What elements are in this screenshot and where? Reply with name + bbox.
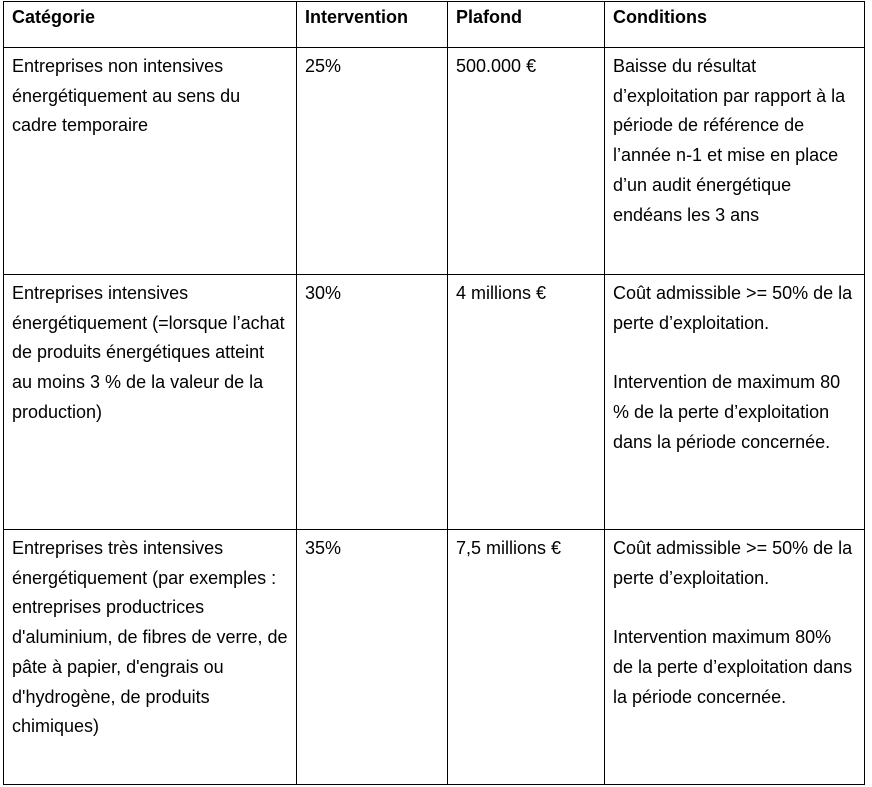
category-cell: Entreprises non intensives énergétiquement au sens du cadre temporaire [4, 48, 297, 275]
ceiling-cell: 4 millions € [448, 275, 605, 530]
header-intervention: Intervention [297, 2, 448, 48]
condition-text: Coût admissible >= 50% de la perte d’exploitation. [613, 538, 853, 588]
header-row [4, 2, 865, 48]
ceiling-cell: 500.000 € [448, 48, 605, 275]
condition-text: Baisse du résultat d’exploitation par rapport à la période de référence de l’année n-1 et mise en place d’un audit énergétique endéans les 3 ans [613, 56, 846, 225]
conditions-cell [605, 48, 865, 275]
table-row [4, 530, 865, 785]
ceiling-cell: 7,5 millions € [448, 530, 605, 785]
conditions-cell [605, 275, 865, 530]
intervention-cell: 25% [297, 48, 448, 275]
conditions-cell [605, 530, 865, 785]
aid-categories-table [3, 1, 865, 785]
intervention-cell: 35% [297, 530, 448, 785]
category-cell: Entreprises très intensives énergétiquement (par exemples : entreprises productrices d'aluminium, de fibres de verre, de pâte à papier, d'engrais ou d'hydrogène, de produits chimiques) [4, 530, 297, 785]
header-ceiling: Plafond [448, 2, 605, 48]
header-category: Catégorie [4, 2, 297, 48]
condition-text: Intervention de maximum 80 % de la perte d’exploitation dans la période concernée. [613, 372, 841, 452]
intervention-cell: 30% [297, 275, 448, 530]
condition-text: Intervention maximum 80% de la perte d’exploitation dans la période concernée. [613, 627, 853, 707]
category-cell: Entreprises intensives énergétiquement (=lorsque l’achat de produits énergétiques atteint au moins 3 % de la valeur de la production) [4, 275, 297, 530]
table-row [4, 48, 865, 275]
condition-text: Coût admissible >= 50% de la perte d’exploitation. [613, 283, 853, 333]
table-row [4, 275, 865, 530]
header-conditions: Conditions [605, 2, 865, 48]
